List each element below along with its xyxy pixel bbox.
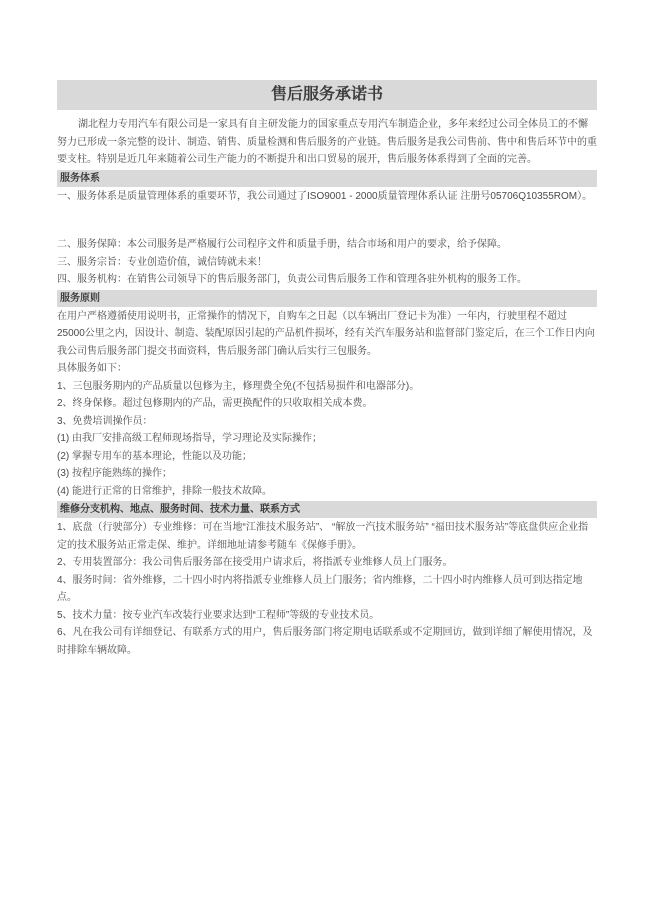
paragraph-principles-lead-in: 具体服务如下： bbox=[57, 363, 127, 374]
paragraph-branches-item-4: 4、服务时间：省外维修，二十四小时内将指派专业维修人员上门服务；省内维修，二十四小时内维修人员可到达指定地点。 bbox=[57, 574, 583, 603]
paragraph-service-system-3: 三、服务宗旨：专业创造价值，诚信铸就未来！ bbox=[57, 256, 267, 268]
paragraph-service-system-2: 二、服务保障：本公司服务是严格履行公司程序文件和质量手册，结合市场和用户的要求，给予保障。 bbox=[57, 239, 507, 250]
paragraph-principles-main: 在用户严格遵循使用说明书，正常操作的情况下，自购车之日起（以车辆出厂登记卡为准）一年内，行驶里程不超过 25000公里之内，因设计、制造、装配原因引起的产品机件损坏，经有关汽车服务站和监督部门鉴定后，在三个工作日内向我公司售后服务部门提交书面资料，售后服务部门确认后实行三包服务。 bbox=[57, 310, 595, 357]
section-heading-repair-branches: 维修分支机构、地点、服务时间、技术力量、联系方式 bbox=[57, 501, 597, 518]
paragraph-branches-item-5: 5、技术力量：按专业汽车改装行业要求达到“工程师”等级的专业技术员。 bbox=[57, 609, 380, 621]
section-heading-service-system: 服务体系 bbox=[57, 170, 597, 187]
document-content bbox=[57, 80, 597, 659]
paragraph-branches-item-1: 1、底盘（行驶部分）专业维修：可在当地“江淮技术服务站”、 “解放一汽技术服务站” “福田技术服务站”等底盘供应企业指定的技术服务站正常走保、维护。详细地址请参考随车《保修手册》。 bbox=[57, 522, 589, 551]
paragraph-principles-item-1: 1、三包服务期内的产品质量以包修为主，修理费全免(不包括易损件和电器部分)。 bbox=[57, 380, 420, 392]
paragraph-principles-item-3: 3、免费培训操作员： bbox=[57, 415, 153, 427]
paragraph-branches-item-2: 2、专用装置部分：我公司售后服务部在接受用户请求后，将指派专业维修人员上门服务。 bbox=[57, 557, 453, 568]
paragraph-service-system-1: 一、服务体系是质量管理体系的重要环节，我公司通过了ISO9001 - 2000质量管理体系认证 注册号05706Q10355ROM）。 bbox=[57, 190, 593, 202]
paragraph-service-system-4: 四、服务机构：在销售公司领导下的售后服务部门，负责公司售后服务工作和管理各驻外机构的服务工作。 bbox=[57, 274, 527, 285]
paragraph-branches-item-6: 6、凡在我公司有详细登记、有联系方式的用户，售后服务部门将定期电话联系或不定期回访，做到详细了解使用情况，及时排除车辆故障。 bbox=[57, 627, 593, 656]
intro-paragraph: 湖北程力专用汽车有限公司是一家具有自主研发能力的国家重点专用汽车制造企业，多年来经过公司全体员工的不懈努力已形成一条完整的设计、制造、销售、质量检测和售后服务的产业链。售后服务是我公司售前、售中和售后环节中的重要支柱。特别是近几年来随着公司生产能力的不断提升和出口贸易的展开，售后服务体系得到了全面的完善。 bbox=[57, 119, 597, 165]
paragraph-principles-sub-2: (2) 掌握专用车的基本理论，性能以及功能； bbox=[57, 450, 252, 462]
paragraph-principles-sub-1: (1) 由我厂安排高级工程师现场指导，学习理论及实际操作； bbox=[57, 433, 322, 444]
paragraph-principles-sub-3: (3) 按程序能熟练的操作； bbox=[57, 468, 172, 479]
paragraph-principles-item-2: 2、终身保修。超过包修期内的产品，需更换配件的只收取相关成本费。 bbox=[57, 398, 373, 409]
paragraph-principles-sub-4: (4) 能进行正常的日常维护，排除一般技术故障。 bbox=[57, 485, 272, 497]
section-heading-service-principles: 服务原则 bbox=[57, 290, 597, 307]
blank-gap bbox=[57, 205, 597, 236]
document-title: 售后服务承诺书 bbox=[57, 80, 597, 110]
